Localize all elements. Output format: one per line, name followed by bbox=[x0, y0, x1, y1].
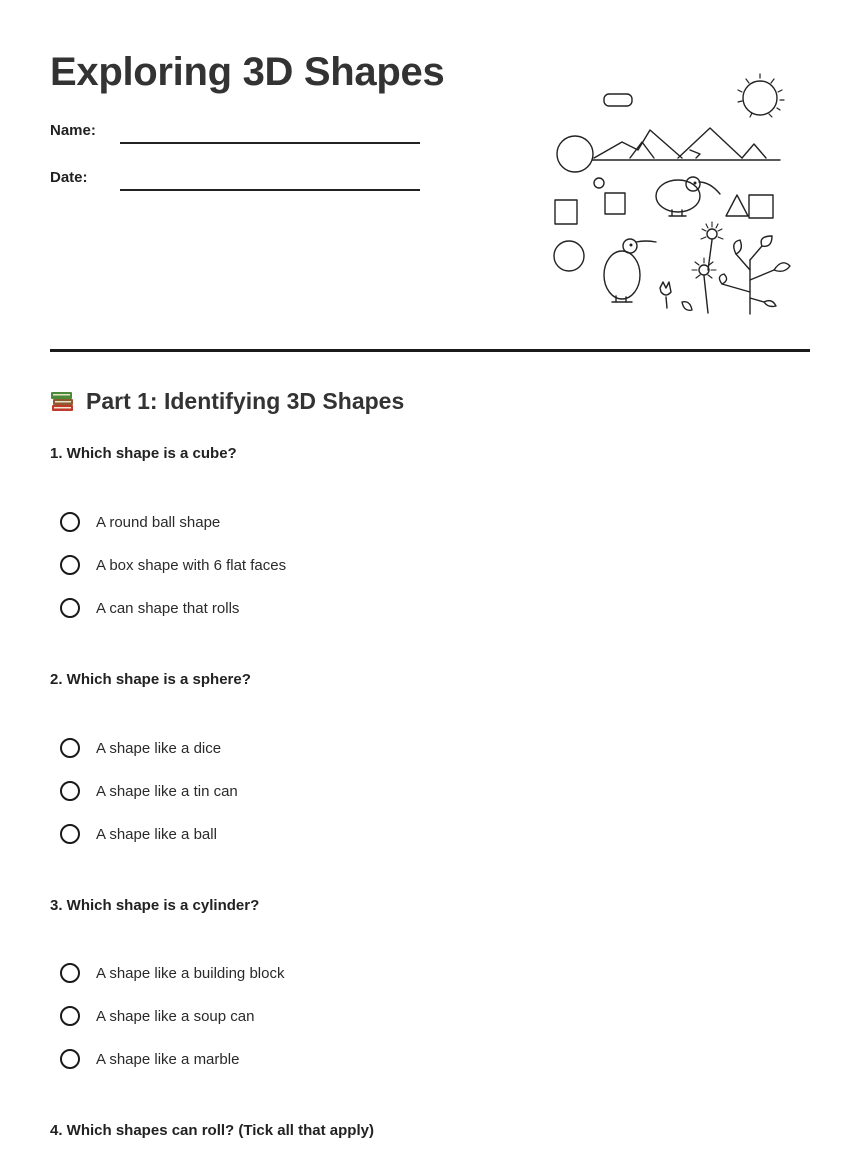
radio-button[interactable] bbox=[60, 1006, 80, 1026]
section-divider bbox=[50, 349, 810, 352]
option-label: A box shape with 6 flat faces bbox=[96, 556, 287, 574]
radio-button[interactable] bbox=[60, 824, 80, 844]
radio-button[interactable] bbox=[60, 1049, 80, 1069]
option-label: A round ball shape bbox=[96, 513, 221, 531]
q2-option-c[interactable] bbox=[60, 821, 217, 847]
date-label: Date: bbox=[50, 169, 88, 186]
option-label: A shape like a building block bbox=[96, 964, 285, 982]
question-text: 4. Which shapes can roll? (Tick all that apply) bbox=[50, 1122, 374, 1139]
question-text: 2. Which shape is a sphere? bbox=[50, 671, 251, 688]
worksheet-page bbox=[50, 0, 810, 1161]
question-3 bbox=[50, 897, 810, 917]
q2-option-a[interactable] bbox=[60, 735, 221, 761]
name-label: Name: bbox=[50, 122, 96, 139]
name-field-row bbox=[50, 120, 420, 150]
question-2 bbox=[50, 671, 810, 691]
option-label: A shape like a tin can bbox=[96, 782, 238, 800]
radio-button[interactable] bbox=[60, 738, 80, 758]
option-label: A can shape that rolls bbox=[96, 599, 240, 617]
books-icon bbox=[50, 390, 76, 414]
q3-option-c[interactable] bbox=[60, 1046, 239, 1072]
radio-button[interactable] bbox=[60, 555, 80, 575]
option-label: A shape like a soup can bbox=[96, 1007, 255, 1025]
option-label: A shape like a dice bbox=[96, 739, 222, 757]
question-4 bbox=[50, 1122, 810, 1142]
shapes-and-nature-doodle-icon bbox=[550, 70, 795, 320]
section-heading bbox=[50, 388, 404, 415]
q1-option-c[interactable] bbox=[60, 595, 239, 621]
date-field[interactable] bbox=[120, 189, 420, 191]
radio-button[interactable] bbox=[60, 512, 80, 532]
option-label: A shape like a ball bbox=[96, 825, 217, 843]
q3-option-a[interactable] bbox=[60, 960, 284, 986]
q1-option-a[interactable] bbox=[60, 509, 220, 535]
radio-button[interactable] bbox=[60, 963, 80, 983]
question-text: 1. Which shape is a cube? bbox=[50, 445, 237, 462]
name-field[interactable] bbox=[120, 142, 420, 144]
question-text: 3. Which shape is a cylinder? bbox=[50, 897, 260, 914]
section-title: Part 1: Identifying 3D Shapes bbox=[86, 388, 405, 414]
question-1 bbox=[50, 445, 810, 465]
q2-option-b[interactable] bbox=[60, 778, 238, 804]
worksheet-title: Exploring 3D Shapes bbox=[50, 50, 445, 94]
q3-option-b[interactable] bbox=[60, 1003, 254, 1029]
option-label: A shape like a marble bbox=[96, 1050, 240, 1068]
date-field-row bbox=[50, 167, 420, 197]
radio-button[interactable] bbox=[60, 781, 80, 801]
radio-button[interactable] bbox=[60, 598, 80, 618]
q1-option-b[interactable] bbox=[60, 552, 286, 578]
